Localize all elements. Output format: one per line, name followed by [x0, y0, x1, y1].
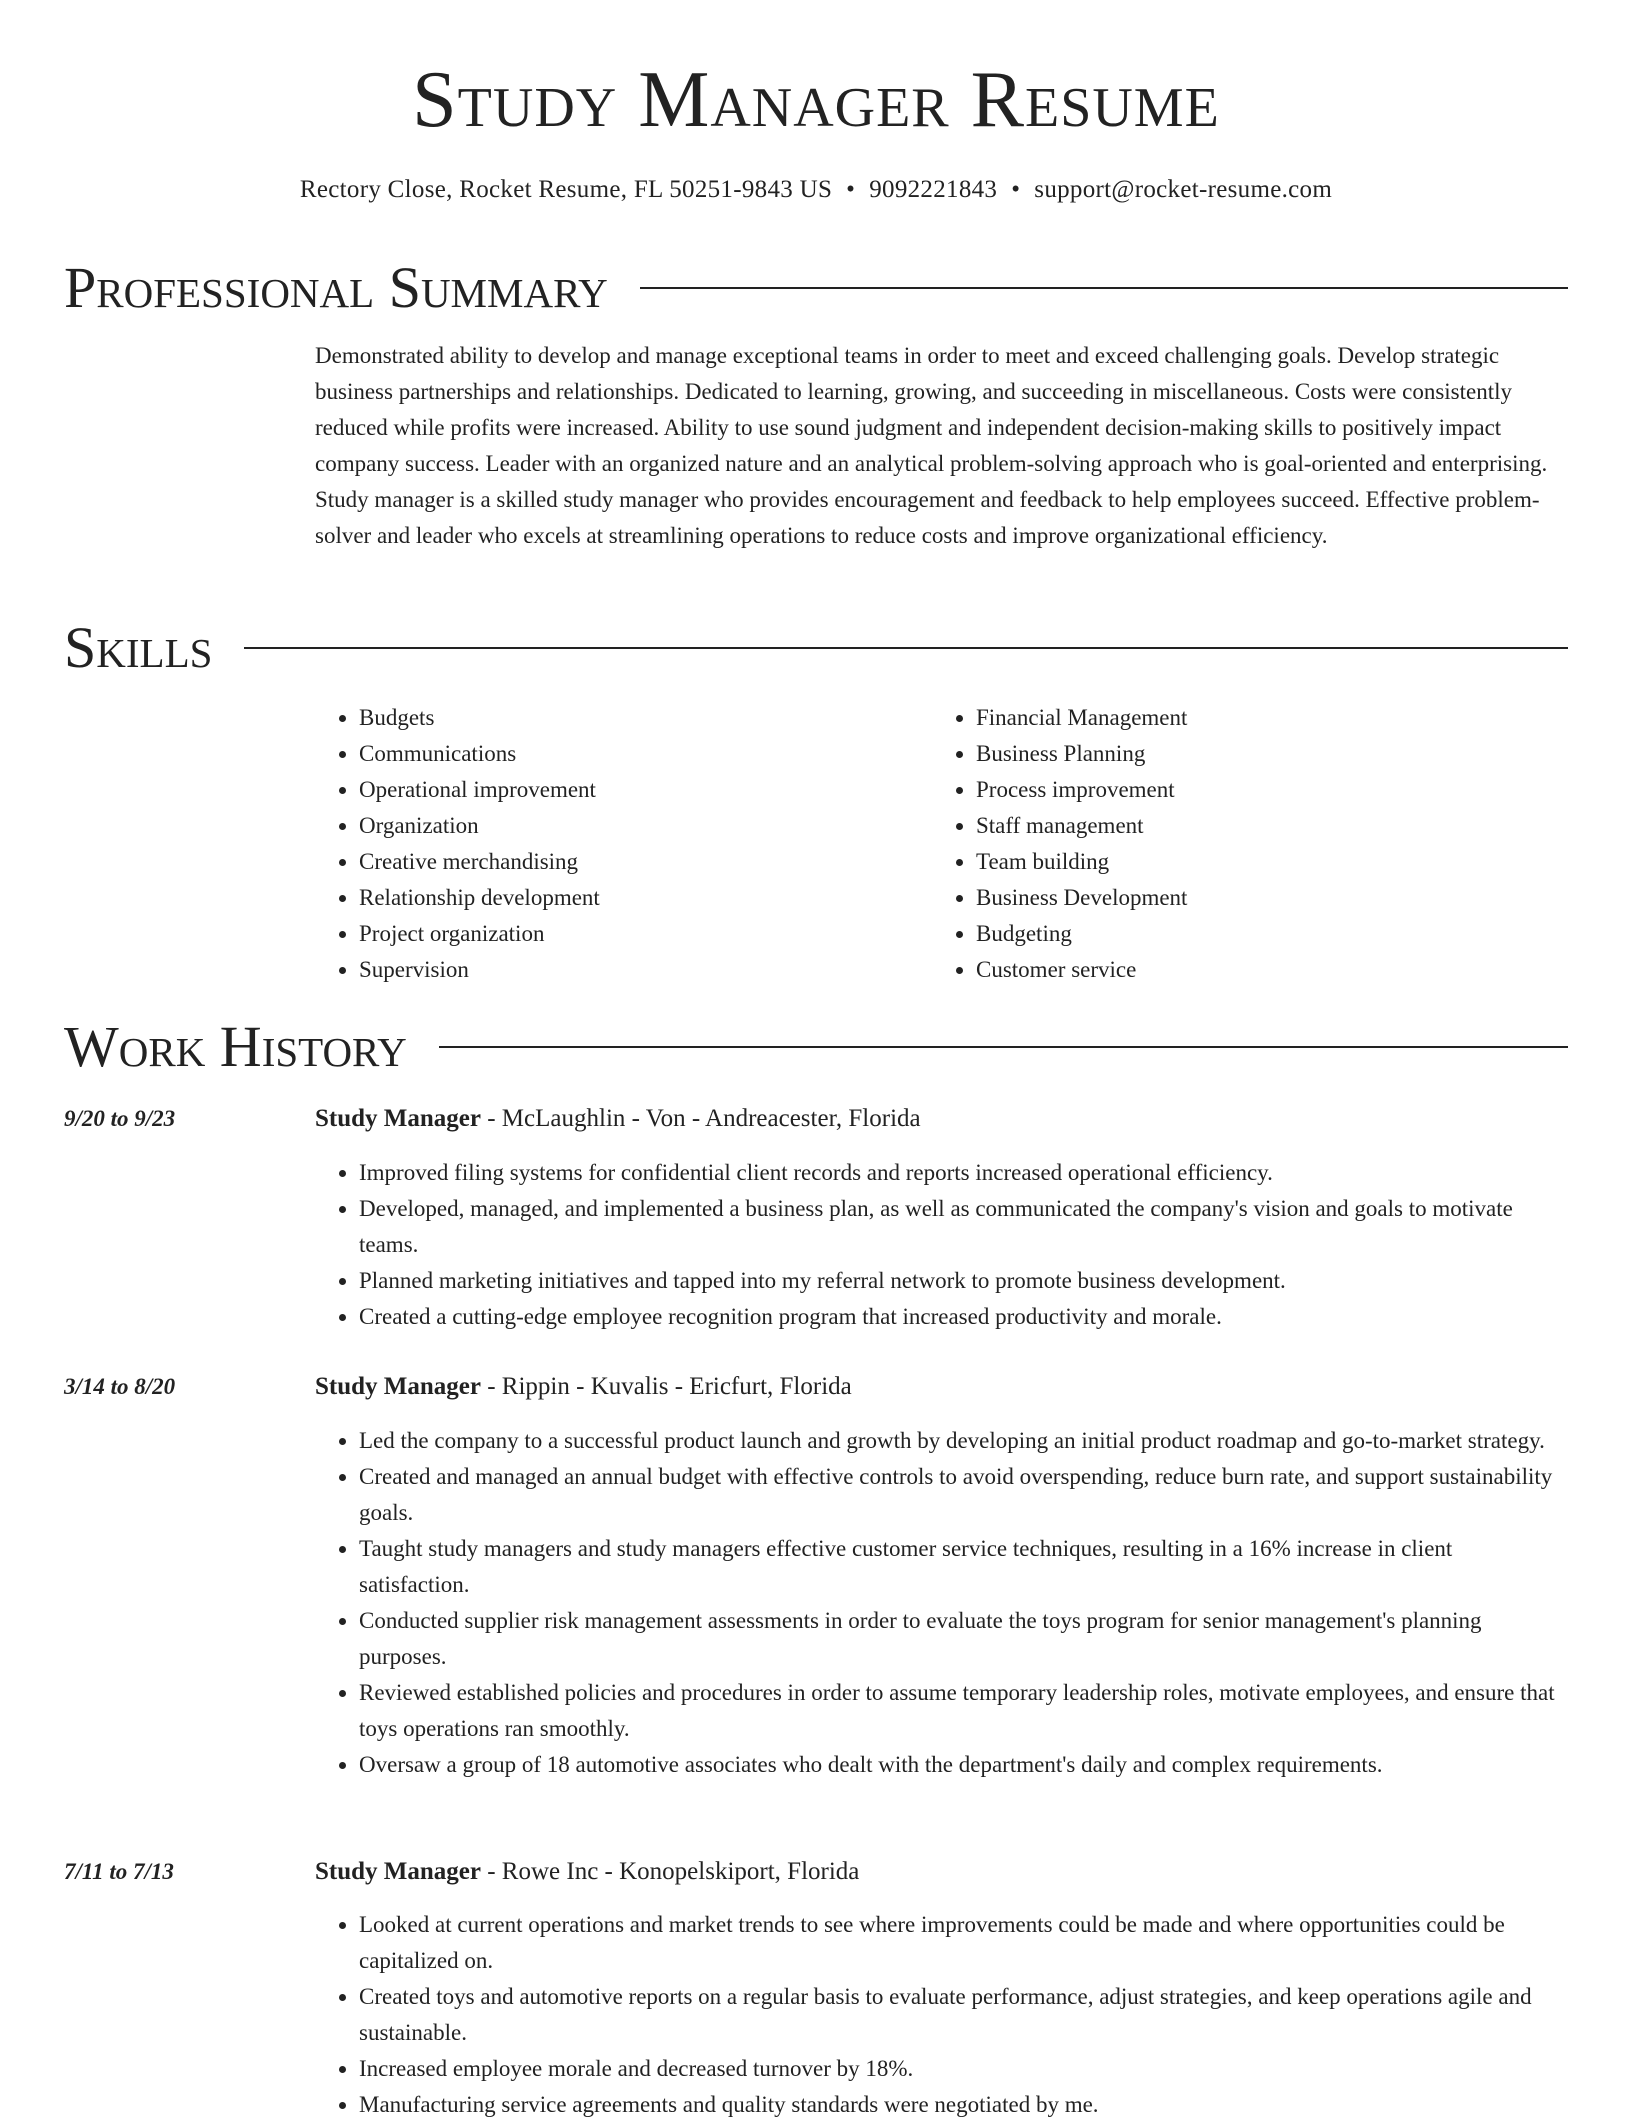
- section-divider: [439, 1046, 1568, 1048]
- job-company: - Rippin - Kuvalis - Ericfurt, Florida: [480, 1373, 852, 1400]
- contact-address: Rectory Close, Rocket Resume, FL 50251-9843 US: [299, 176, 833, 203]
- skills-section-header: [64, 613, 1568, 683]
- skill-item: • Supervision: [359, 952, 932, 988]
- section-divider: [244, 647, 1568, 649]
- job-bullets: [315, 1907, 1568, 2123]
- job-bullet: • Taught study managers and study managers effective customer service techniques, resulting in a 16% increase in client satisfaction.: [359, 1531, 1568, 1603]
- contact-separator: •: [846, 176, 856, 203]
- job-bullet: • Developed, managed, and implemented a business plan, as well as communicated the company's vision and goals to motivate teams.: [359, 1191, 1568, 1263]
- skill-item: • Relationship development: [359, 880, 932, 916]
- skill-item: • Business Development: [976, 880, 1549, 916]
- summary-section-header: [64, 253, 1568, 323]
- job-role: Study Manager: [315, 1105, 481, 1132]
- section-heading-work-history: Work History: [64, 1014, 407, 1079]
- job-title-line: [315, 1369, 1568, 1405]
- skill-item: • Budgets: [359, 700, 932, 736]
- job-title-line: [315, 1854, 1568, 1890]
- skill-item: • Process improvement: [976, 772, 1549, 808]
- skill-item: • Organization: [359, 808, 932, 844]
- job-bullet: • Increased employee morale and decreased turnover by 18%.: [359, 2051, 1568, 2087]
- skills-list: [315, 700, 1568, 988]
- job-bullets: [315, 1423, 1568, 1783]
- job-bullet: • Oversaw a group of 18 automotive associates who dealt with the department's daily and complex requirements.: [359, 1747, 1568, 1783]
- job-bullet: • Looked at current operations and market trends to see where improvements could be made and where opportunities could be capitalized on.: [359, 1907, 1568, 1979]
- job-company: - McLaughlin - Von - Andreacester, Florida: [480, 1105, 921, 1132]
- skill-item: • Team building: [976, 844, 1549, 880]
- contact-email[interactable]: support@rocket-resume.com: [1034, 176, 1333, 203]
- skills-column-left: [315, 700, 932, 988]
- contact-line: [0, 172, 1632, 208]
- skill-item: • Financial Management: [976, 700, 1549, 736]
- skill-item: • Business Planning: [976, 736, 1549, 772]
- job-bullet: • Led the company to a successful product launch and growth by developing an initial product roadmap and go-to-market strategy.: [359, 1423, 1568, 1459]
- resume-title: Study Manager Resume: [412, 56, 1220, 144]
- job-dates: 7/11 to 7/13: [64, 1859, 174, 1884]
- job-dates: 9/20 to 9/23: [64, 1106, 176, 1131]
- job-title-line: [315, 1101, 1568, 1137]
- skill-item: • Project organization: [359, 916, 932, 952]
- job-bullet: • Manufacturing service agreements and quality standards were negotiated by me.: [359, 2087, 1568, 2123]
- skill-item: • Customer service: [976, 952, 1549, 988]
- skills-column-right: [932, 700, 1549, 988]
- job-bullet: • Created toys and automotive reports on a regular basis to evaluate performance, adjust strategies, and keep operations agile and sustainable.: [359, 1979, 1568, 2051]
- section-heading-professional-summary: Professional Summary: [64, 255, 608, 320]
- job-bullet: • Improved filing systems for confidential client records and reports increased operational efficiency.: [359, 1155, 1568, 1191]
- job-bullet: • Reviewed established policies and procedures in order to assume temporary leadership roles, motivate employees, and ensure that toys operations ran smoothly.: [359, 1675, 1568, 1747]
- skill-item: • Creative merchandising: [359, 844, 932, 880]
- job-bullet: • Created a cutting-edge employee recognition program that increased productivity and morale.: [359, 1299, 1568, 1335]
- job-bullets: [315, 1155, 1568, 1335]
- job-company: - Rowe Inc - Konopelskiport, Florida: [480, 1858, 860, 1885]
- job-bullet: • Planned marketing initiatives and tapped into my referral network to promote business development.: [359, 1263, 1568, 1299]
- job-bullet: • Created and managed an annual budget with effective controls to avoid overspending, reduce burn rate, and support sustainability goals.: [359, 1459, 1568, 1531]
- summary-text: Demonstrated ability to develop and manage exceptional teams in order to meet and exceed challenging goals. Develop strategic business partnerships and relationships. Dedicated to learning, growing, and succeeding in miscellaneous. Costs were consistently reduced while profits were increased. Ability to use sound judgment and independent decision-making skills to positively impact company success. Leader with an organized nature and an analytical problem-solving approach who is goal-oriented and enterprising. Study manager is a skilled study manager who provides encouragement and feedback to help employees succeed. Effective problem-solver and leader who excels at streamlining operations to reduce costs and improve organizational efficiency.: [315, 343, 1548, 548]
- job-dates: 3/14 to 8/20: [64, 1374, 176, 1399]
- skill-item: • Communications: [359, 736, 932, 772]
- skill-item: • Operational improvement: [359, 772, 932, 808]
- section-divider: [640, 287, 1568, 289]
- job-bullet: • Conducted supplier risk management assessments in order to evaluate the toys program for senior management's planning purposes.: [359, 1603, 1568, 1675]
- work-history-section-header: [64, 1012, 1568, 1082]
- job-role: Study Manager: [315, 1858, 481, 1885]
- contact-phone: 9092221843: [869, 176, 998, 203]
- skill-item: • Staff management: [976, 808, 1549, 844]
- section-heading-skills: Skills: [64, 615, 213, 680]
- job-role: Study Manager: [315, 1373, 481, 1400]
- skill-item: • Budgeting: [976, 916, 1549, 952]
- contact-separator: •: [1011, 176, 1021, 203]
